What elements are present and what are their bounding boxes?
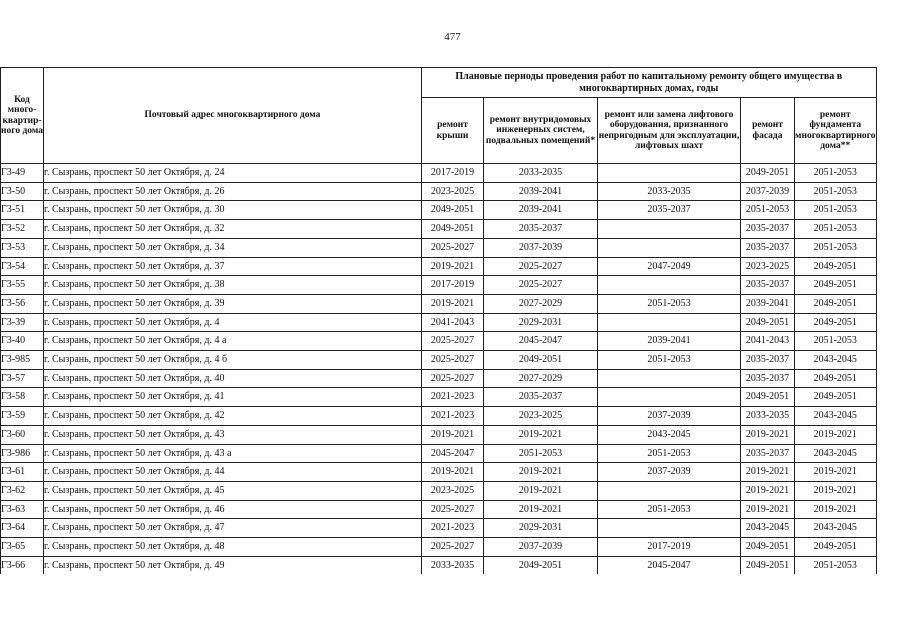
cell-lift: 2033-2035 (598, 182, 741, 201)
cell-lift (598, 313, 741, 332)
cell-lift: 2045-2047 (598, 556, 741, 574)
table-row (1, 519, 877, 538)
cell-lift: 2037-2039 (598, 463, 741, 482)
cell-foundation: 2051-2053 (795, 238, 877, 257)
cell-systems: 2035-2037 (484, 220, 598, 239)
page-number: 477 (444, 31, 461, 43)
cell-systems: 2027-2029 (484, 369, 598, 388)
cell-address: г. Сызрань, проспект 50 лет Октября, д. 40 (44, 369, 422, 388)
table-row (1, 201, 877, 220)
cell-lift: 2051-2053 (598, 444, 741, 463)
header-code: Код много-квартир-ного дома (1, 68, 44, 164)
cell-systems: 2019-2021 (484, 463, 598, 482)
cell-systems: 2019-2021 (484, 500, 598, 519)
cell-lift (598, 220, 741, 239)
header-periods: Плановые периоды проведения работ по капитальному ремонту общего имущества в многоквартирных домах, годы (422, 68, 877, 98)
cell-roof: 2021-2023 (422, 407, 484, 426)
cell-systems: 2049-2051 (484, 556, 598, 574)
cell-address: г. Сызрань, проспект 50 лет Октября, д. 47 (44, 519, 422, 538)
cell-foundation: 2051-2053 (795, 332, 877, 351)
table-row (1, 538, 877, 557)
cell-lift: 2017-2019 (598, 538, 741, 557)
cell-facade: 2035-2037 (741, 351, 795, 370)
cell-code: Г3-49 (1, 164, 44, 183)
cell-roof: 2025-2027 (422, 500, 484, 519)
cell-code: Г3-57 (1, 369, 44, 388)
cell-foundation: 2049-2051 (795, 388, 877, 407)
cell-roof: 2019-2021 (422, 463, 484, 482)
cell-address: г. Сызрань, проспект 50 лет Октября, д. 4 (44, 313, 422, 332)
cell-code: Г3-51 (1, 201, 44, 220)
cell-facade: 2049-2051 (741, 388, 795, 407)
cell-systems: 2037-2039 (484, 238, 598, 257)
cell-foundation: 2051-2053 (795, 182, 877, 201)
cell-systems: 2023-2025 (484, 407, 598, 426)
table-row (1, 463, 877, 482)
cell-facade: 2043-2045 (741, 519, 795, 538)
table-header (1, 68, 877, 164)
header-roof: ремонт крыши (422, 98, 484, 164)
cell-roof: 2025-2027 (422, 238, 484, 257)
cell-systems: 2049-2051 (484, 351, 598, 370)
cell-lift: 2035-2037 (598, 201, 741, 220)
cell-systems: 2025-2027 (484, 276, 598, 295)
table-row (1, 294, 877, 313)
cell-systems: 2019-2021 (484, 481, 598, 500)
cell-foundation: 2043-2045 (795, 407, 877, 426)
cell-foundation: 2049-2051 (795, 257, 877, 276)
header-facade: ремонт фасада (741, 98, 795, 164)
cell-address: г. Сызрань, проспект 50 лет Октября, д. 38 (44, 276, 422, 295)
header-foundation: ремонт фундамента многоквартирного дома** (795, 98, 877, 164)
cell-address: г. Сызрань, проспект 50 лет Октября, д. 41 (44, 388, 422, 407)
cell-address: г. Сызрань, проспект 50 лет Октября, д. 43 а (44, 444, 422, 463)
cell-facade: 2019-2021 (741, 463, 795, 482)
cell-facade: 2019-2021 (741, 500, 795, 519)
cell-code: Г3-63 (1, 500, 44, 519)
cell-roof: 2019-2021 (422, 294, 484, 313)
cell-code: Г3-60 (1, 425, 44, 444)
cell-facade: 2033-2035 (741, 407, 795, 426)
cell-code: Г3-65 (1, 538, 44, 557)
cell-roof: 2017-2019 (422, 164, 484, 183)
cell-roof: 2049-2051 (422, 201, 484, 220)
header-lift: ремонт или замена лифтового оборудования, признанного непригодным для эксплуатации, лифтовых шахт (598, 98, 741, 164)
cell-systems: 2029-2031 (484, 313, 598, 332)
table-row (1, 556, 877, 574)
cell-code: Г3-58 (1, 388, 44, 407)
cell-foundation: 2019-2021 (795, 425, 877, 444)
cell-facade: 2041-2043 (741, 332, 795, 351)
table-row (1, 481, 877, 500)
cell-lift: 2043-2045 (598, 425, 741, 444)
cell-address: г. Сызрань, проспект 50 лет Октября, д. 34 (44, 238, 422, 257)
cell-facade: 2019-2021 (741, 425, 795, 444)
table-row (1, 220, 877, 239)
cell-roof: 2025-2027 (422, 369, 484, 388)
cell-roof: 2041-2043 (422, 313, 484, 332)
cell-code: Г3-54 (1, 257, 44, 276)
cell-lift (598, 276, 741, 295)
cell-address: г. Сызрань, проспект 50 лет Октября, д. 46 (44, 500, 422, 519)
cell-systems: 2033-2035 (484, 164, 598, 183)
table-row (1, 276, 877, 295)
cell-roof: 2023-2025 (422, 182, 484, 201)
cell-foundation: 2051-2053 (795, 220, 877, 239)
cell-code: Г3-53 (1, 238, 44, 257)
table-row (1, 332, 877, 351)
cell-code: Г3-55 (1, 276, 44, 295)
table-row (1, 257, 877, 276)
cell-address: г. Сызрань, проспект 50 лет Октября, д. 32 (44, 220, 422, 239)
cell-systems: 2019-2021 (484, 425, 598, 444)
cell-foundation: 2019-2021 (795, 500, 877, 519)
cell-facade: 2023-2025 (741, 257, 795, 276)
cell-address: г. Сызрань, проспект 50 лет Октября, д. 4 а (44, 332, 422, 351)
cell-systems: 2027-2029 (484, 294, 598, 313)
cell-code: Г3-50 (1, 182, 44, 201)
cell-facade: 2019-2021 (741, 481, 795, 500)
cell-roof: 2019-2021 (422, 425, 484, 444)
cell-address: г. Сызрань, проспект 50 лет Октября, д. 26 (44, 182, 422, 201)
cell-facade: 2051-2053 (741, 201, 795, 220)
cell-facade: 2049-2051 (741, 556, 795, 574)
cell-roof: 2021-2023 (422, 388, 484, 407)
table-row (1, 388, 877, 407)
cell-lift: 2037-2039 (598, 407, 741, 426)
cell-roof: 2025-2027 (422, 332, 484, 351)
cell-facade: 2039-2041 (741, 294, 795, 313)
cell-facade: 2035-2037 (741, 238, 795, 257)
cell-foundation: 2049-2051 (795, 276, 877, 295)
cell-roof: 2021-2023 (422, 519, 484, 538)
cell-code: Г3-56 (1, 294, 44, 313)
cell-lift: 2051-2053 (598, 294, 741, 313)
cell-lift (598, 388, 741, 407)
cell-lift (598, 238, 741, 257)
cell-facade: 2049-2051 (741, 313, 795, 332)
table-row (1, 444, 877, 463)
cell-code: Г3-64 (1, 519, 44, 538)
cell-systems: 2025-2027 (484, 257, 598, 276)
table-row (1, 425, 877, 444)
cell-foundation: 2049-2051 (795, 538, 877, 557)
header-systems: ремонт внутридомовых инженерных систем, подвальных помещений* (484, 98, 598, 164)
cell-foundation: 2019-2021 (795, 463, 877, 482)
cell-address: г. Сызрань, проспект 50 лет Октября, д. 43 (44, 425, 422, 444)
cell-foundation: 2051-2053 (795, 556, 877, 574)
cell-facade: 2049-2051 (741, 164, 795, 183)
cell-systems: 2039-2041 (484, 182, 598, 201)
cell-code: Г3-40 (1, 332, 44, 351)
cell-foundation: 2051-2053 (795, 201, 877, 220)
cell-foundation: 2049-2051 (795, 369, 877, 388)
cell-address: г. Сызрань, проспект 50 лет Октября, д. 49 (44, 556, 422, 574)
table-row (1, 238, 877, 257)
header-address: Почтовый адрес многоквартирного дома (44, 68, 422, 164)
table-row (1, 313, 877, 332)
cell-foundation: 2019-2021 (795, 481, 877, 500)
cell-roof: 2045-2047 (422, 444, 484, 463)
cell-address: г. Сызрань, проспект 50 лет Октября, д. 45 (44, 481, 422, 500)
cell-systems: 2029-2031 (484, 519, 598, 538)
cell-lift: 2051-2053 (598, 351, 741, 370)
cell-roof: 2049-2051 (422, 220, 484, 239)
cell-facade: 2049-2051 (741, 538, 795, 557)
cell-address: г. Сызрань, проспект 50 лет Октября, д. 42 (44, 407, 422, 426)
cell-foundation: 2043-2045 (795, 519, 877, 538)
cell-roof: 2025-2027 (422, 351, 484, 370)
cell-address: г. Сызрань, проспект 50 лет Октября, д. 4 б (44, 351, 422, 370)
cell-foundation: 2051-2053 (795, 164, 877, 183)
cell-address: г. Сызрань, проспект 50 лет Октября, д. 37 (44, 257, 422, 276)
cell-lift (598, 519, 741, 538)
table-body (1, 164, 877, 575)
table-row (1, 164, 877, 183)
table-row (1, 351, 877, 370)
cell-address: г. Сызрань, проспект 50 лет Октября, д. 44 (44, 463, 422, 482)
cell-code: Г3-39 (1, 313, 44, 332)
cell-systems: 2039-2041 (484, 201, 598, 220)
cell-roof: 2033-2035 (422, 556, 484, 574)
cell-code: Г3-62 (1, 481, 44, 500)
cell-lift: 2047-2049 (598, 257, 741, 276)
cell-facade: 2035-2037 (741, 369, 795, 388)
cell-lift (598, 481, 741, 500)
cell-code: Г3-985 (1, 351, 44, 370)
table-row (1, 500, 877, 519)
repair-schedule-table (0, 67, 877, 574)
cell-facade: 2035-2037 (741, 220, 795, 239)
cell-facade: 2035-2037 (741, 276, 795, 295)
cell-code: Г3-52 (1, 220, 44, 239)
cell-lift: 2051-2053 (598, 500, 741, 519)
cell-facade: 2035-2037 (741, 444, 795, 463)
cell-code: Г3-61 (1, 463, 44, 482)
cell-address: г. Сызрань, проспект 50 лет Октября, д. 39 (44, 294, 422, 313)
table-row (1, 407, 877, 426)
cell-roof: 2025-2027 (422, 538, 484, 557)
cell-lift (598, 164, 741, 183)
cell-address: г. Сызрань, проспект 50 лет Октября, д. 48 (44, 538, 422, 557)
cell-roof: 2017-2019 (422, 276, 484, 295)
cell-systems: 2045-2047 (484, 332, 598, 351)
cell-roof: 2023-2025 (422, 481, 484, 500)
cell-foundation: 2043-2045 (795, 444, 877, 463)
cell-systems: 2037-2039 (484, 538, 598, 557)
cell-code: Г3-66 (1, 556, 44, 574)
cell-foundation: 2049-2051 (795, 294, 877, 313)
cell-address: г. Сызрань, проспект 50 лет Октября, д. 30 (44, 201, 422, 220)
cell-foundation: 2049-2051 (795, 313, 877, 332)
cell-lift: 2039-2041 (598, 332, 741, 351)
cell-code: Г3-59 (1, 407, 44, 426)
cell-lift (598, 369, 741, 388)
cell-systems: 2035-2037 (484, 388, 598, 407)
cell-roof: 2019-2021 (422, 257, 484, 276)
cell-facade: 2037-2039 (741, 182, 795, 201)
cell-address: г. Сызрань, проспект 50 лет Октября, д. 24 (44, 164, 422, 183)
cell-systems: 2051-2053 (484, 444, 598, 463)
cell-foundation: 2043-2045 (795, 351, 877, 370)
cell-code: Г3-986 (1, 444, 44, 463)
table-row (1, 369, 877, 388)
table-row (1, 182, 877, 201)
